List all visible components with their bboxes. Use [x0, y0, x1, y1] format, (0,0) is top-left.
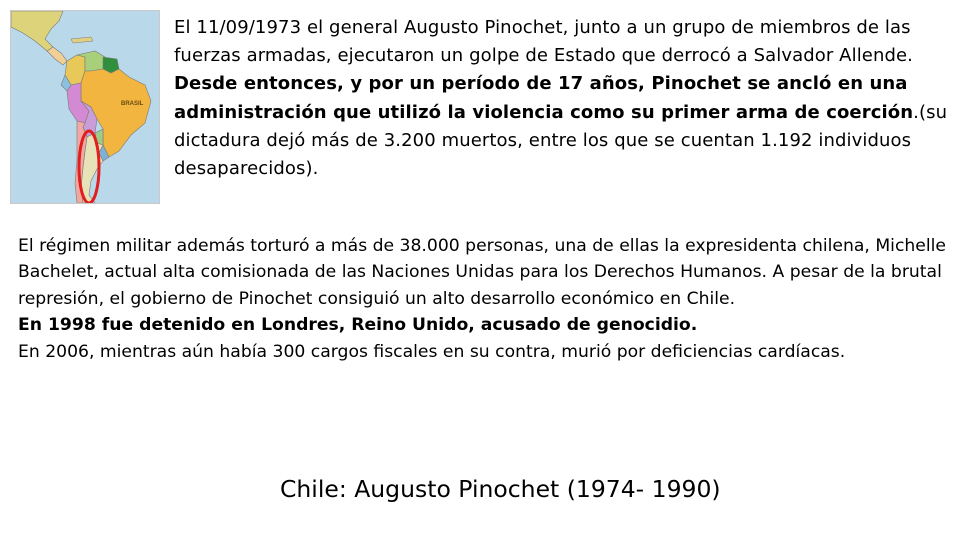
- body-text-1: El régimen militar además torturó a más de 38.000 personas, una de ellas la expresidenta chilena, Michelle Bachelet, actual alta comisionada de las Naciones Unidas para los Derechos Humanos. A pesar de la brutal represión, el gobierno de Pinochet consiguió un alto desarrollo económico en Chile.: [18, 236, 946, 309]
- latin-america-map-svg: [11, 11, 159, 203]
- body-paragraph: [18, 233, 948, 365]
- latin-america-map: [10, 10, 160, 204]
- intro-text: El 11/09/1973 el general Augusto Pinochet, junto a un grupo de miembros de las fuerzas armadas, ejecutaron un golpe de Estado que derrocó a Salvador Allende.: [174, 17, 913, 67]
- intro-bold-text: Desde entonces, y por un período de 17 años, Pinochet se ancló en una administración que utilizó la violencia como su primer arma de coerción: [174, 73, 914, 123]
- body-bold-text: En 1998 fue detenido en Londres, Reino Unido, acusado de genocidio.: [18, 315, 698, 336]
- map-label-brasil: BRASIL: [121, 101, 144, 107]
- body-text-2: En 2006, mientras aún había 300 cargos fiscales en su contra, murió por deficiencias cardíacas.: [18, 341, 846, 362]
- slide-title: Chile: Augusto Pinochet (1974- 1990): [280, 475, 721, 503]
- intro-note: .(su dictadura dejó más de 3.200 muertos, entre los que se cuentan 1.192 individuos desaparecidos).: [174, 101, 948, 180]
- intro-paragraph: [174, 14, 954, 183]
